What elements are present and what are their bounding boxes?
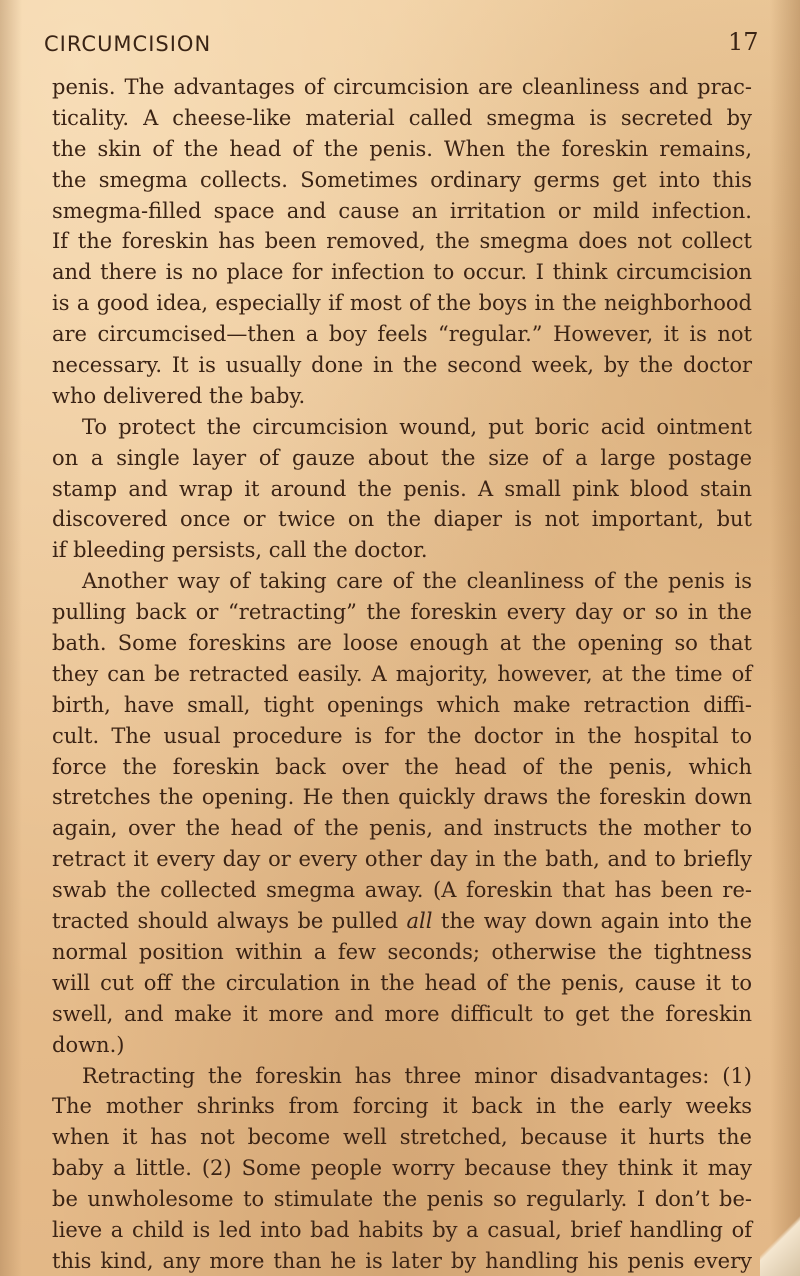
text-line: pulling back or “retracting” the foreskin every day or so in the xyxy=(52,600,752,625)
text-line: they can be retracted easily. A majority, however, at the time of xyxy=(52,661,752,686)
text-line: swell, and make it more and more difficult to get the foreskin xyxy=(52,1001,752,1026)
text-line-paragraph-start: Retracting the foreskin has three minor disadvantages: (1) xyxy=(82,1063,752,1088)
text-line-paragraph-end: if bleeding persists, call the doctor. xyxy=(52,538,428,563)
text-line: are circumcised—then a boy feels “regular.” However, it is not xyxy=(52,322,752,347)
text-line: ticality. A cheese-like material called smegma is secreted by xyxy=(52,105,752,130)
text-line: tracted should always be pulled all the way down again into the xyxy=(52,909,753,934)
emphasis-word: all xyxy=(406,909,433,934)
page-shadow-right xyxy=(770,0,800,1276)
text-line: birth, have small, tight openings which make retraction diffi- xyxy=(52,692,752,717)
text-line: is a good idea, especially if most of the boys in the neighborhood xyxy=(52,291,752,316)
text-line: bath. Some foreskins are loose enough at the opening so that xyxy=(52,631,752,656)
text-line: on a single layer of gauze about the size of a large postage xyxy=(52,445,752,470)
page-number: 17 xyxy=(728,28,759,56)
text-line: swab the collected smegma away. (A foreskin that has been re- xyxy=(52,878,752,903)
text-line: If the foreskin has been removed, the smegma does not collect xyxy=(52,229,752,254)
body-text xyxy=(52,72,752,1276)
text-line-paragraph-start: Another way of taking care of the cleanliness of the penis is xyxy=(82,569,752,594)
text-line: penis. The advantages of circumcision are cleanliness and prac- xyxy=(52,75,752,99)
text-line: baby a little. (2) Some people worry because they think it may xyxy=(52,1156,752,1181)
text-line: stamp and wrap it around the penis. A small pink blood stain xyxy=(52,476,752,501)
text-line: retract it every day or every other day in the bath, and to briefly xyxy=(52,847,752,872)
text-line: stretches the opening. He then quickly draws the foreskin down xyxy=(52,785,752,810)
text-line: discovered once or twice on the diaper is not important, but xyxy=(52,507,752,532)
text-line: The mother shrinks from forcing it back in the early weeks xyxy=(52,1094,752,1119)
text-line: cult. The usual procedure is for the doctor in the hospital to xyxy=(52,723,752,748)
text-line: force the foreskin back over the head of the penis, which xyxy=(52,754,752,779)
text-line: this kind, any more than he is later by handling his penis every xyxy=(52,1248,752,1273)
text-line: the smegma collects. Sometimes ordinary germs get into this xyxy=(52,167,752,192)
page-shadow-left xyxy=(0,0,22,1276)
text-line: lieve a child is led into bad habits by a casual, brief handling of xyxy=(52,1217,752,1242)
text-line-paragraph-end: who delivered the baby. xyxy=(52,383,306,408)
running-head: CIRCUMCISION xyxy=(44,32,212,56)
text-line-paragraph-end: down.) xyxy=(52,1032,125,1057)
page-curl-corner xyxy=(760,1206,800,1276)
text-line: smegma-filled space and cause an irritation or mild infection. xyxy=(52,198,752,223)
text-line: will cut off the circulation in the head of the penis, cause it to xyxy=(52,970,752,995)
text-line: normal position within a few seconds; otherwise the tightness xyxy=(52,939,752,964)
text-line-paragraph-start: To protect the circumcision wound, put boric acid ointment xyxy=(82,414,752,439)
text-line: necessary. It is usually done in the second week, by the doctor xyxy=(52,353,752,378)
text-line: be unwholesome to stimulate the penis so regularly. I don’t be- xyxy=(52,1187,752,1212)
text-line: when it has not become well stretched, because it hurts the xyxy=(52,1125,752,1150)
text-line: the skin of the head of the penis. When the foreskin remains, xyxy=(52,136,752,161)
text-line: and there is no place for infection to occur. I think circumcision xyxy=(52,260,752,285)
text-line: again, over the head of the penis, and instructs the mother to xyxy=(52,816,752,841)
